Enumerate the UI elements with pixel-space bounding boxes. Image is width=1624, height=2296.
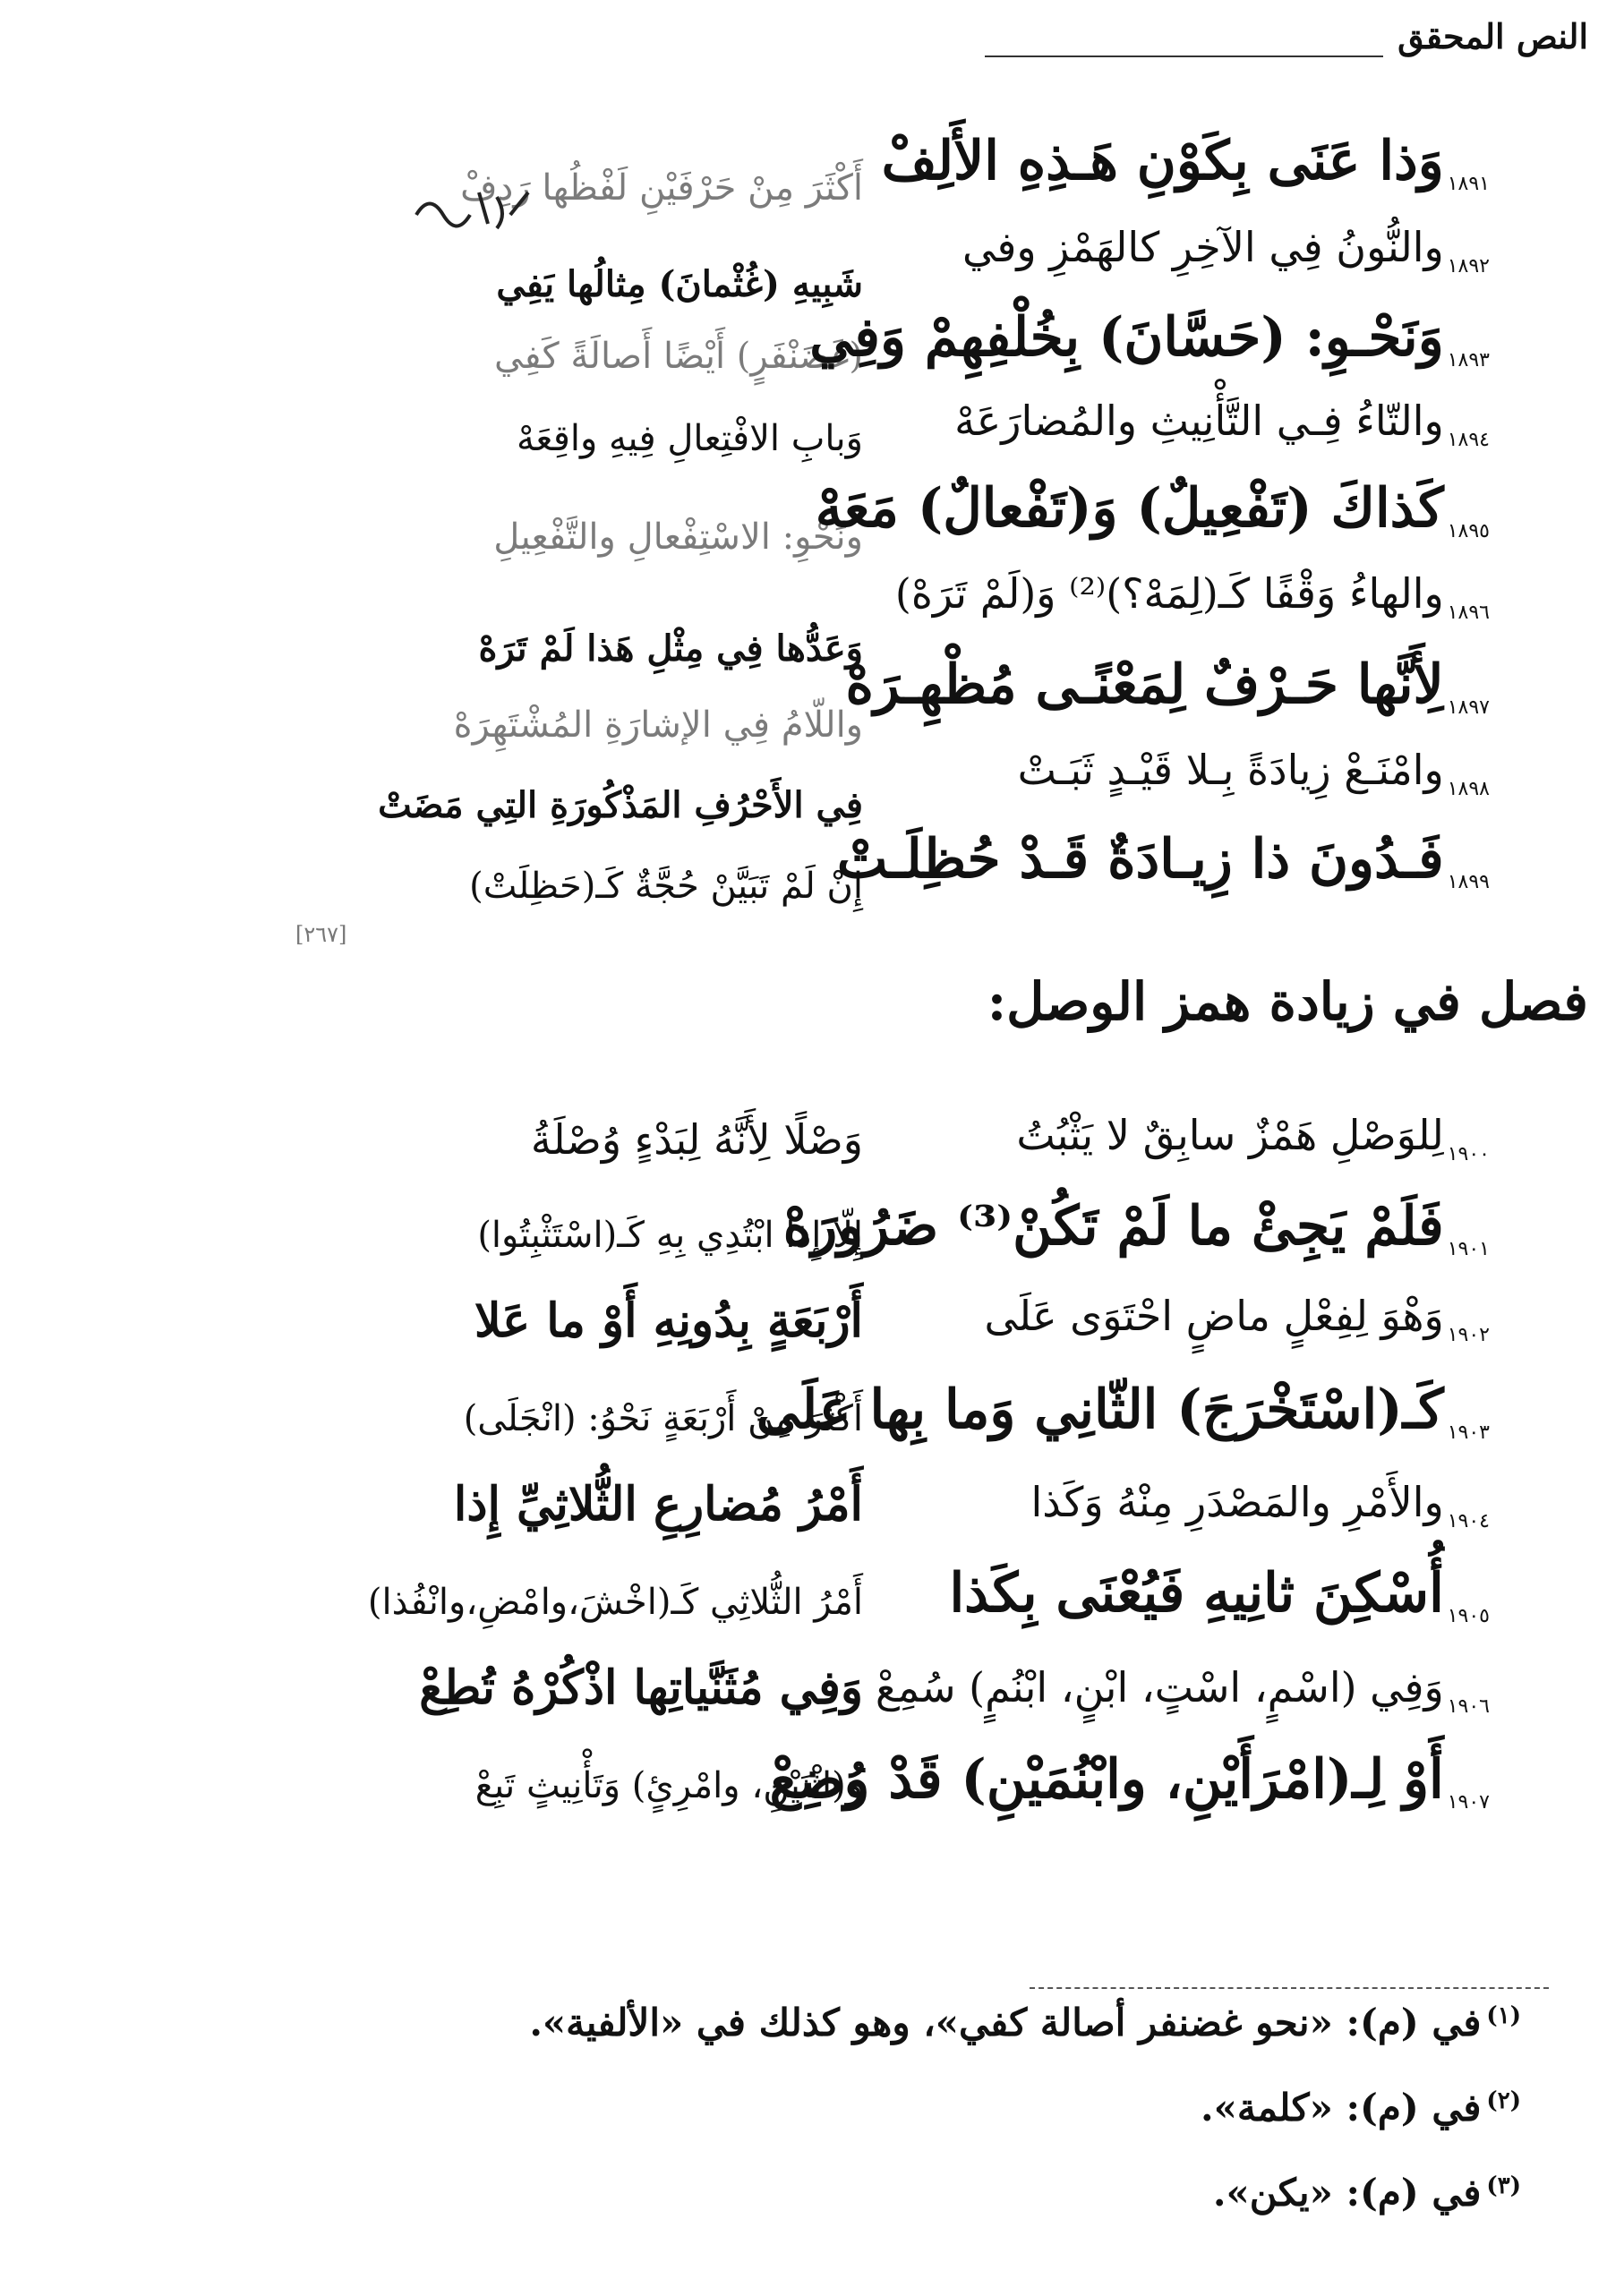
footnote-3: $^{(٣)}$في (م): «يكن». bbox=[1212, 2171, 1521, 2215]
hemistich-1899: إِنْ لَمْ تَبَيَّنْ حُجَّةٌ كَـ(حَظِلَتْ) bbox=[469, 866, 863, 907]
section-title: فصل في زيادة همز الوصل: bbox=[987, 971, 1588, 1032]
header-rule bbox=[985, 55, 1383, 57]
hemistich-1892: شَبِيهِ (غُثْمانَ) مِثالُها يَفِي bbox=[496, 263, 863, 305]
hemistich-1905: أَمْرُ الثُّلاثِي كَـ(اخْشَ،وامْضِ،وانْفُذا) bbox=[367, 1582, 863, 1623]
footnote-1: $^{(١)}$في (م): «نحو غضنفر أصالة كفي»، وهو كذلك في «الألفية». bbox=[529, 2001, 1521, 2044]
verse-1903: ١٩٠٣كَـ(اسْتَخْرَجَ) الثّانِي وَما بِها عَلَى bbox=[756, 1378, 1490, 1444]
hemistich-1902: أَرْبَعَةٍ بِدُونِهِ أَوْ ما عَلا bbox=[474, 1293, 863, 1348]
verse-1899: ١٨٩٩فَـدُونَ ذا زِيـادَةٌ قَـدْ حُظِلَـتْ bbox=[836, 828, 1490, 893]
hemistich-1898: فِي الأَحْرُفِ المَذْكُورَةِ التِي مَضَتْ bbox=[378, 784, 863, 826]
verse-1896: ١٨٩٦والهاءُ وَقْفًا كَـ(لِمَهْ؟)⁽²⁾ وَ(لَمْ تَرَهْ) bbox=[894, 569, 1490, 624]
running-title: النص المحقق bbox=[1397, 16, 1588, 56]
hemistich-1901: إِلّا إِذا ابْتُدِي بِهِ كَـ(اسْتَثْبِتُوا) bbox=[477, 1215, 863, 1256]
verse-1906: ١٩٠٦وَفِي (اسْمٍ، اسْتٍ، ابْنٍ، ابْنُمٍ) سُمِعْ bbox=[875, 1663, 1490, 1718]
verse-1891: ١٨٩١وَذا عَنَى بِكَوْنِ هَـذِهِ الأَلِفْ bbox=[881, 130, 1490, 195]
verse-1898: ١٨٩٨وامْنَـعْ زِيادَةً بِـلا قَيْـدٍ ثَبَـتْ bbox=[1017, 746, 1490, 800]
verse-1907: ١٩٠٧أَوْ لِـ(امْرَأَيْنِ، وابْنُمَيْنِ) قَدْ وُضِعْ bbox=[769, 1748, 1490, 1814]
hemistich-1891: أَكْثَرَ مِنْ حَرْفَيْنِ لَفْظُها رَدِفْ bbox=[460, 167, 863, 209]
verse-1895: ١٨٩٥كَذاكَ (تَفْعِيلٌ) وَ(تَفْعالٌ) مَعَهْ bbox=[815, 477, 1490, 542]
footnote-2: $^{(٢)}$في (م): «كلمة». bbox=[1201, 2086, 1521, 2130]
verse-1901: ١٩٠١فَلَمْ يَجِئْ ما لَمْ تَكُنْ⁽³⁾ ضَرُورَهْ bbox=[782, 1195, 1490, 1260]
verse-1900: ١٩٠٠لِلوَصْلِ هَمْزٌ سابِقٌ لا يَثْبُتُ bbox=[1016, 1111, 1490, 1165]
verse-1897: ١٨٩٧لِأَنَّها حَـرْفٌ لِمَعْنًـى مُظْهِـرَهْ bbox=[845, 653, 1490, 719]
hemistich-1897: واللّامُ فِي الإشارَةِ المُشْتَهِرَهْ bbox=[453, 704, 863, 746]
handwritten-note-icon bbox=[407, 179, 533, 242]
verse-1892: ١٨٩٢والنُّونُ فِي الآخِرِ كالهَمْزِ وفي bbox=[962, 223, 1490, 277]
hemistich-1896: وَعَدُّها فِي مِثْلِ هَذا لَمْ تَرَهْ bbox=[478, 627, 863, 670]
verse-1905: ١٩٠٥أُسْكِنَ ثانِيهِ فَيُعْنَى بِكَذا bbox=[949, 1562, 1490, 1627]
verse-1893: ١٨٩٣وَنَحْـوِ: (حَسَّانَ) بِخُلْفِهِمْ وَفِي bbox=[809, 306, 1490, 371]
hemistich-1903: أَكْثَرَ مِنْ أَرْبَعَةٍ نَحْوُ: (انْجَلَى) bbox=[463, 1398, 863, 1439]
footnote-rule bbox=[1030, 1987, 1549, 1989]
verse-1902: ١٩٠٢وَهْوَ لِفِعْلٍ ماضٍ احْتَوَى عَلَى bbox=[984, 1292, 1490, 1346]
verse-1904: ١٩٠٤والأَمْرِ والمَصْدَرِ مِنْهُ وَكَذا bbox=[1030, 1478, 1490, 1532]
margin-reference: [٢٦٧] bbox=[295, 922, 347, 947]
hemistich-1904: أَمْرُ مُضارِعِ الثُّلاثِيِّ إِذا bbox=[453, 1477, 863, 1532]
verse-1894: ١٨٩٤والتّاءُ فِـي التَّأْنِيثِ والمُضارَعَهْ bbox=[954, 397, 1490, 451]
hemistich-1894: وَبابِ الافْتِعالِ فِيهِ واقِعَهْ bbox=[516, 418, 863, 459]
hemistich-1893: (غَضَنْفَرٍ) أَيْضًا أَصالَةً كَفِي bbox=[494, 336, 863, 377]
hemistich-1900: وَصْلًا لِأَنَّهُ لِبَدْءٍ وُصْلَةُ bbox=[530, 1115, 863, 1164]
hemistich-1906: وَفِي مُثَنَّياتِها اذْكُرْهُ تُطِعْ bbox=[419, 1660, 863, 1715]
hemistich-1907: وَ(اثْنَيْنِ، وامْرِئٍ) وَتَأْنِيثٍ تَبِعْ bbox=[474, 1765, 863, 1806]
hemistich-1895: ونَحْوِ: الاسْتِفْعالِ والتَّفْعِيلِ bbox=[493, 516, 863, 558]
